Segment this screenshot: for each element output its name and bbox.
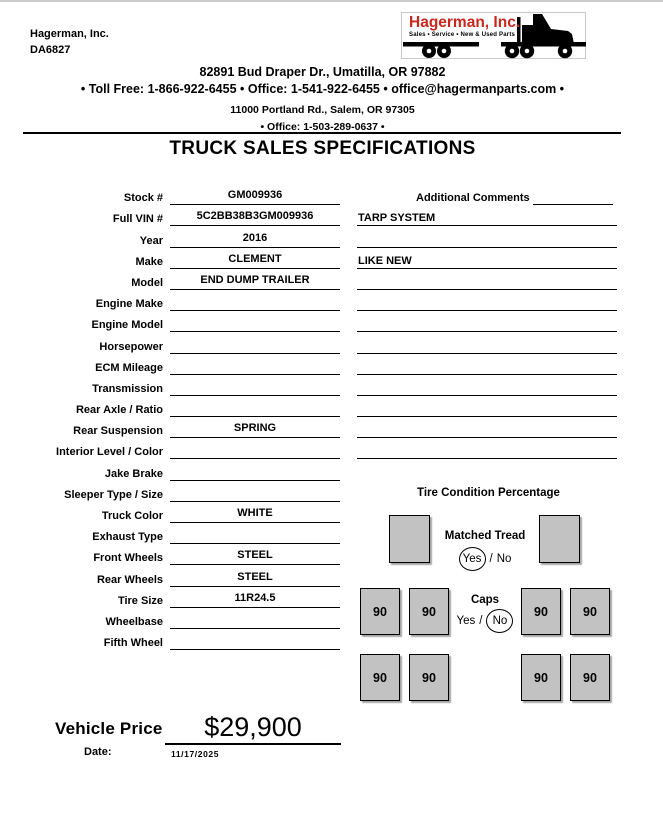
matched-tread-choice bbox=[417, 547, 553, 571]
field-label: Jake Brake bbox=[104, 467, 163, 480]
field-value-line bbox=[170, 338, 340, 354]
field-value-line: CLEMENT bbox=[170, 253, 340, 269]
field-label: Front Wheels bbox=[93, 552, 163, 565]
field-label: Rear Wheels bbox=[96, 573, 163, 586]
field-label: Rear Axle / Ratio bbox=[75, 404, 163, 417]
comments-header bbox=[357, 184, 617, 205]
field-label: Model bbox=[131, 276, 163, 289]
field-label: Wheelbase bbox=[105, 615, 163, 628]
tire-box: 90 bbox=[521, 588, 561, 635]
field-label: Truck Color bbox=[101, 510, 163, 522]
field-row bbox=[0, 311, 340, 332]
comment-line bbox=[357, 290, 617, 311]
field-row bbox=[0, 459, 340, 480]
company-block bbox=[30, 26, 109, 58]
field-row bbox=[0, 608, 340, 629]
date-value: 11/17/2025 bbox=[171, 749, 220, 759]
header-address-block bbox=[10, 64, 635, 134]
field-row bbox=[0, 332, 340, 353]
field-value-line bbox=[170, 401, 340, 417]
field-row bbox=[0, 629, 340, 650]
comment-line bbox=[357, 375, 617, 396]
field-row bbox=[0, 587, 340, 608]
field-row bbox=[0, 565, 340, 586]
field-value-line bbox=[170, 443, 340, 459]
field-row bbox=[0, 417, 340, 438]
page-top-edge bbox=[0, 0, 663, 2]
tire-box: 90 bbox=[360, 588, 400, 635]
field-value-line bbox=[170, 613, 340, 629]
caps-yes: Yes bbox=[456, 615, 476, 628]
field-label: Make bbox=[135, 255, 163, 268]
field-row bbox=[0, 396, 340, 417]
field-value-line: STEEL bbox=[170, 571, 340, 587]
matched-tread-yes-selected: Yes bbox=[459, 547, 486, 571]
address-line-1: 82891 Bud Draper Dr., Umatilla, OR 97882 bbox=[199, 65, 446, 79]
field-row bbox=[0, 184, 340, 205]
matched-tread-label: Matched Tread bbox=[444, 530, 526, 542]
address-line-2: 11000 Portland Rd., Salem, OR 97305 bbox=[230, 104, 415, 116]
field-row bbox=[0, 523, 340, 544]
field-value-line: 5C2BB38B3GM009936 bbox=[170, 210, 340, 226]
field-row bbox=[0, 438, 340, 459]
field-value-line bbox=[170, 465, 340, 481]
field-row bbox=[0, 502, 340, 523]
vehicle-price-label: Vehicle Price bbox=[55, 719, 163, 738]
field-value-line: END DUMP TRAILER bbox=[170, 274, 340, 290]
field-label: Exhaust Type bbox=[92, 531, 163, 544]
field-label: Engine Make bbox=[95, 298, 163, 311]
company-name: Hagerman, Inc. bbox=[30, 28, 109, 40]
office-line-2: • Office: 1-503-289-0637 • bbox=[260, 121, 385, 133]
field-value-line: SPRING bbox=[170, 422, 340, 438]
comment-line bbox=[357, 438, 617, 459]
field-row bbox=[0, 354, 340, 375]
tire-box: 90 bbox=[409, 654, 449, 701]
field-value-line bbox=[170, 295, 340, 311]
field-value-line bbox=[170, 486, 340, 502]
field-label: Stock # bbox=[123, 192, 163, 205]
field-label: Interior Level / Color bbox=[56, 446, 163, 459]
comment-line bbox=[357, 354, 617, 375]
field-row bbox=[0, 269, 340, 290]
field-label: Sleeper Type / Size bbox=[64, 488, 163, 501]
contact-line: • Toll Free: 1-866-922-6455 • Office: 1-541-922-6455 • office@hagermanparts.com • bbox=[80, 82, 565, 96]
tire-box: 90 bbox=[409, 588, 449, 635]
caps-choice bbox=[417, 609, 553, 633]
tire-box: 90 bbox=[570, 588, 610, 635]
field-row bbox=[0, 544, 340, 565]
field-label: Engine Model bbox=[91, 319, 163, 332]
comment-line bbox=[357, 417, 617, 438]
field-value-line bbox=[170, 316, 340, 332]
field-label: Transmission bbox=[92, 382, 163, 395]
field-row bbox=[0, 481, 340, 502]
tire-box: 90 bbox=[360, 654, 400, 701]
comments-header-line bbox=[533, 190, 613, 205]
field-label: Fifth Wheel bbox=[103, 637, 163, 650]
field-value-line: WHITE bbox=[170, 507, 340, 523]
tire-section-title: Tire Condition Percentage bbox=[417, 487, 560, 499]
comment-line bbox=[357, 311, 617, 332]
vehicle-price-value: $29,900 bbox=[165, 711, 341, 745]
field-value-line bbox=[170, 359, 340, 375]
field-label: Horsepower bbox=[99, 340, 163, 353]
company-code: DA6827 bbox=[30, 44, 71, 56]
logo-title: Hagerman, Inc. bbox=[409, 14, 521, 31]
additional-comments bbox=[357, 184, 617, 459]
date-label: Date: bbox=[84, 746, 112, 758]
spec-fields bbox=[0, 184, 340, 650]
tire-box: 90 bbox=[521, 654, 561, 701]
field-label: Rear Suspension bbox=[73, 425, 163, 438]
header-divider bbox=[23, 132, 621, 134]
comment-line bbox=[357, 332, 617, 353]
matched-tread-no: No bbox=[496, 553, 512, 566]
logo-text bbox=[409, 15, 533, 38]
field-value-line bbox=[170, 634, 340, 650]
company-logo bbox=[398, 4, 590, 60]
comment-line bbox=[357, 269, 617, 290]
comments-label: Additional Comments bbox=[416, 192, 530, 205]
caps-no-selected: No bbox=[486, 609, 513, 633]
comment-line: LIKE NEW bbox=[357, 248, 617, 269]
field-value-line: 2016 bbox=[170, 232, 340, 248]
yes-no-separator: / bbox=[489, 553, 493, 566]
caps-label: Caps bbox=[470, 594, 500, 606]
field-row bbox=[0, 226, 340, 247]
field-value-line: GM009936 bbox=[170, 189, 340, 205]
field-row bbox=[0, 248, 340, 269]
tire-condition-section bbox=[357, 487, 620, 722]
field-value-line bbox=[170, 528, 340, 544]
field-label: Tire Size bbox=[117, 594, 163, 607]
field-label: ECM Mileage bbox=[95, 361, 163, 374]
yes-no-separator: / bbox=[479, 615, 483, 628]
field-value-line bbox=[170, 380, 340, 396]
field-value-line: 11R24.5 bbox=[170, 592, 340, 608]
field-label: Year bbox=[139, 234, 163, 247]
comment-line: TARP SYSTEM bbox=[357, 205, 617, 226]
field-label: Full VIN # bbox=[112, 213, 163, 226]
comment-line bbox=[357, 396, 617, 417]
field-row bbox=[0, 290, 340, 311]
field-row bbox=[0, 375, 340, 396]
comment-line bbox=[357, 226, 617, 247]
field-value-line: STEEL bbox=[170, 549, 340, 565]
field-row bbox=[0, 205, 340, 226]
page-title: TRUCK SALES SPECIFICATIONS bbox=[169, 138, 476, 159]
logo-tagline: Sales • Service • New & Used Parts bbox=[409, 32, 516, 38]
tire-box: 90 bbox=[570, 654, 610, 701]
